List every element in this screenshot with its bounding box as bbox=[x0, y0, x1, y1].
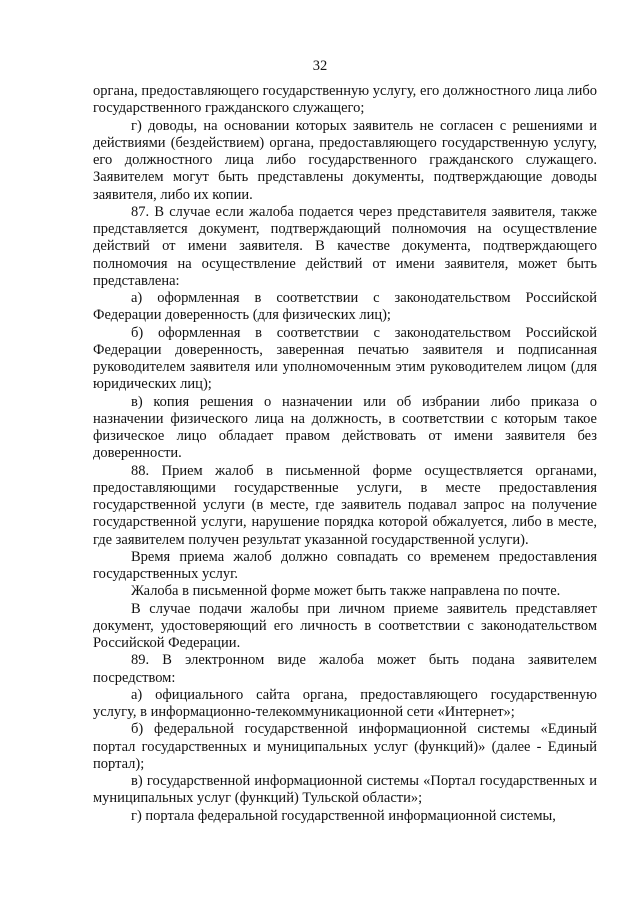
paragraph-item-b-unified-portal: б) федеральной государственной информационной системы «Единый портал государственных и муниципальных услуг (функций)» (далее - Единый портал); bbox=[93, 721, 597, 772]
paragraph-item-a-official-site: а) официального сайта органа, предоставляющего государственную услугу, в информационно-телекоммуникационной сети «Интернет»; bbox=[93, 686, 597, 720]
paragraph-continuation: органа, предоставляющего государственную услугу, его должностного лица либо государственного гражданского служащего; bbox=[93, 83, 597, 117]
paragraph-item-b-legal-entities: б) оформленная в соответствии с законодательством Российской Федерации доверенность, заверенная печатью заявителя и подписанная руководителем заявителя или уполномоченным этим руководителем лицом (для юридических лиц); bbox=[93, 324, 597, 393]
paragraph-item-v-appointment: в) копия решения о назначении или об избрании либо приказа о назначении физического лица на должность, в соответствии с которым такое физическое лицо обладает правом действовать от имени заявителя без доверенности. bbox=[93, 393, 597, 462]
page-number: 32 bbox=[312, 58, 328, 74]
paragraph-89: 89. В электронном виде жалоба может быть подана заявителем посредством: bbox=[93, 652, 597, 686]
paragraph-88: 88. Прием жалоб в письменной форме осуществляется органами, предоставляющими государственные услуги, в месте предоставления государственной услуги (в месте, где заявитель подавал запрос на получение государственной услуги, нарушение порядка которой обжалуется, либо в месте, где заявителем получен результат указанной государственной услуги). bbox=[93, 462, 597, 548]
paragraph-item-g-federal-portal: г) портала федеральной государственной информационной системы, bbox=[131, 807, 556, 824]
paragraph-personal-reception: В случае подачи жалобы при личном приеме заявитель представляет документ, удостоверяющий его личность в соответствии с законодательством Российской Федерации. bbox=[93, 600, 597, 651]
document-body bbox=[93, 83, 597, 825]
paragraph-item-a-individuals: а) оформленная в соответствии с законодательством Российской Федерации доверенность (для физических лиц); bbox=[93, 290, 597, 324]
paragraph-by-mail: Жалоба в письменной форме может быть также направлена по почте. bbox=[131, 583, 561, 600]
paragraph-87: 87. В случае если жалоба подается через представителя заявителя, также представляется документ, подтверждающий полномочия на осуществление действий от имени заявителя. В качестве документа, подтверждающего полномочия на осуществление действий от имени заявителя, может быть представлена: bbox=[93, 203, 597, 289]
paragraph-reception-time: Время приема жалоб должно совпадать со временем предоставления государственных услуг. bbox=[93, 548, 597, 582]
paragraph-item-v-regional-portal: в) государственной информационной системы «Портал государственных и муниципальных услуг (функций) Тульской области»; bbox=[93, 773, 597, 807]
paragraph-item-g-arguments: г) доводы, на основании которых заявитель не согласен с решениями и действиями (бездействием) органа, предоставляющего государственную услугу, его должностного лица либо государственного гражданского служащего. Заявителем могут быть представлены документы, подтверждающие доводы заявителя, либо их копии. bbox=[93, 117, 597, 203]
